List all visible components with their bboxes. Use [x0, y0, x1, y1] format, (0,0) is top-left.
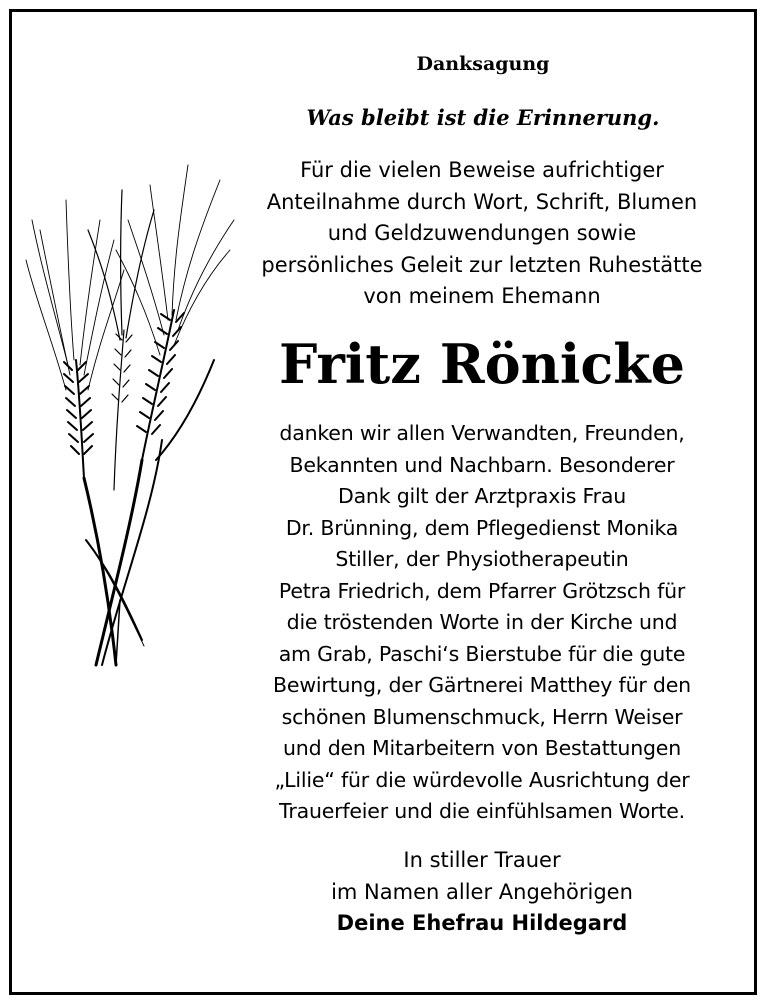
- thanks-line: Bewirtung, der Gärtnerei Matthey für den: [273, 673, 691, 697]
- thanks-line: Dr. Brünning, dem Pflegedienst Monika: [285, 515, 679, 540]
- intro-line: und Geldzuwendungen sowie: [327, 221, 637, 245]
- intro-line: persönliches Geleit zur letzten Ruhestätte: [261, 252, 703, 277]
- intro-line: von meinem Ehemann: [363, 284, 601, 308]
- intro-line: Anteilnahme durch Wort, Schrift, Blumen: [266, 189, 698, 214]
- deceased-name: Fritz Rönicke: [278, 332, 686, 396]
- thanks-line: „Lilie“ für die würdevolle Ausrichtung der: [274, 767, 690, 792]
- closing-line: In stiller Trauer: [403, 848, 561, 872]
- thanks-line: am Grab, Paschi‘s Bierstube für die gute: [278, 641, 686, 666]
- thanks-line: schönen Blumenschmuck, Herrn Weiser: [281, 704, 683, 729]
- thanks-line: Dank gilt der Arztpraxis Frau: [337, 484, 627, 508]
- thanks-line: Trauerfeier und die einfühlsamen Worte.: [279, 799, 685, 823]
- thanks-line: Petra Friedrich, dem Pfarrer Grötzsch für: [278, 578, 686, 603]
- notice-title: Danksagung: [416, 53, 550, 75]
- closing-block: [232, 845, 732, 940]
- intro-paragraph: [232, 155, 732, 313]
- thanks-line: Bekannten und Nachbarn. Besonderer: [289, 452, 675, 477]
- thanks-line: die tröstenden Worte in der Kirche und: [286, 610, 678, 634]
- thanks-paragraph: [232, 418, 732, 828]
- notice-motto: Was bleibt ist die Erinnerung.: [306, 105, 660, 130]
- thanks-line: danken wir allen Verwandten, Freunden,: [279, 421, 685, 445]
- wheat-ears-icon: [24, 160, 239, 670]
- thanks-line: Stiller, der Physiotherapeutin: [335, 547, 629, 571]
- closing-line: im Namen aller Angehörigen: [331, 879, 633, 904]
- signature: Deine Ehefrau Hildegard: [336, 911, 628, 935]
- intro-line: Für die vielen Beweise aufrichtiger: [300, 158, 664, 182]
- thanks-line: und den Mitarbeitern von Bestattungen: [282, 736, 682, 760]
